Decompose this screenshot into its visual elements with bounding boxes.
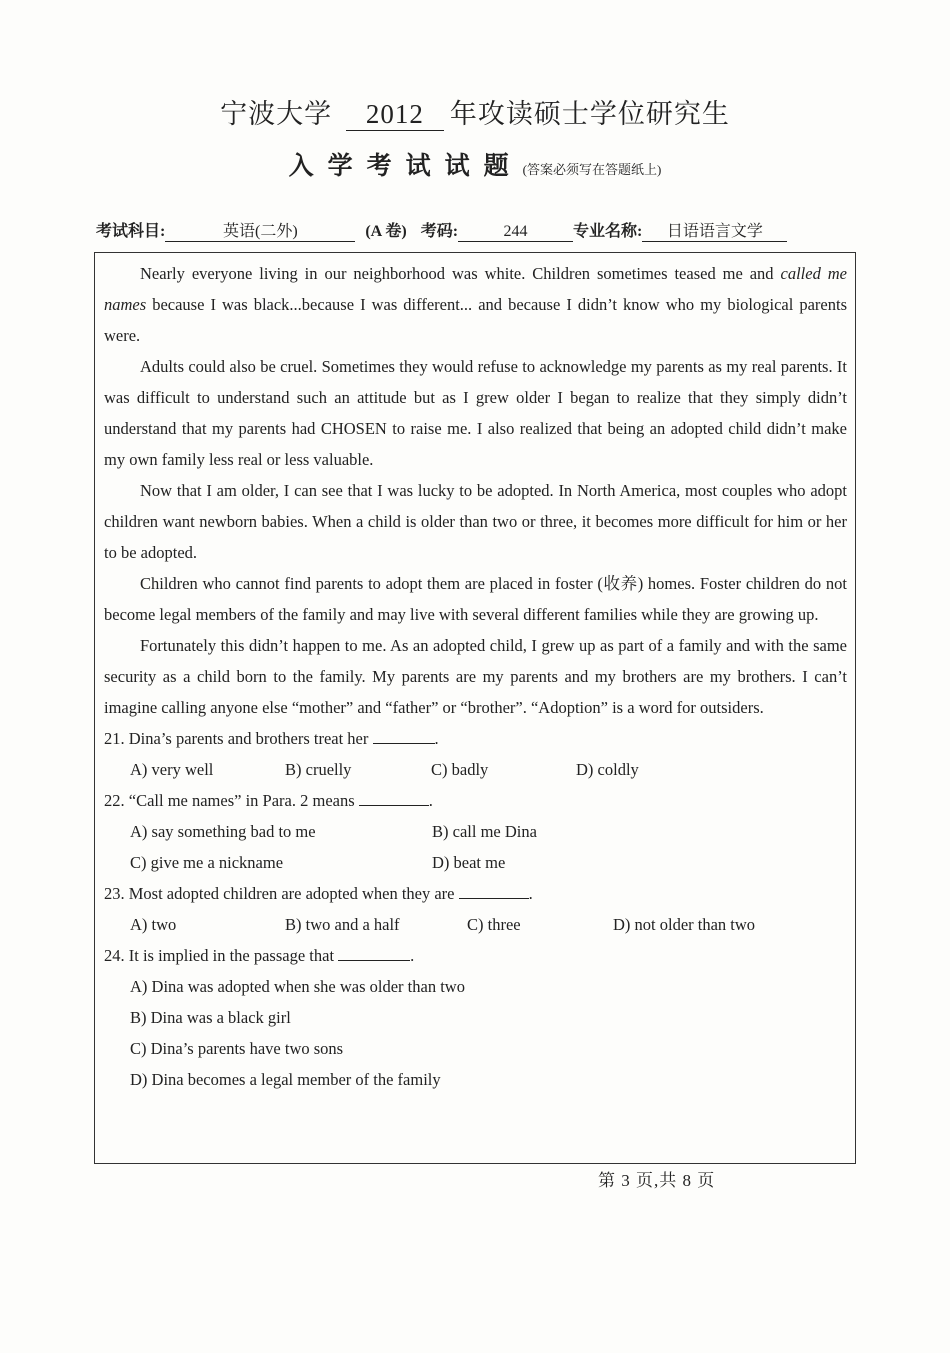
question-24: 24. It is implied in the passage that . [104, 946, 415, 965]
question-21: 21. Dina’s parents and brothers treat her . [104, 729, 439, 748]
question-22-options-row-2 [104, 847, 847, 878]
page-number: 第 3 页,共 8 页 [598, 1171, 716, 1190]
option-d: D) Dina becomes a legal member of the family [130, 1070, 441, 1089]
exam-title-text: 入学考试试题 [288, 153, 523, 180]
italic-phrase: called me names [104, 264, 847, 314]
option-b: B) two and a half [285, 915, 400, 934]
option-a: A) two [130, 915, 177, 934]
question-23-options [104, 909, 847, 940]
university-name: 宁波大学 [220, 99, 333, 129]
question-22: 22. “Call me names” in Para. 2 means . [104, 791, 433, 810]
exam-title [0, 146, 950, 182]
option-b: B) cruelly [285, 760, 352, 779]
option-a: A) very well [130, 760, 214, 779]
option-d: D) beat me [432, 853, 506, 872]
option-a: A) Dina was adopted when she was older than two [130, 977, 465, 996]
answer-blank [338, 948, 410, 961]
question-box [94, 252, 856, 1164]
option-a: A) say something bad to me [130, 822, 316, 841]
option-c: C) give me a nickname [130, 853, 284, 872]
paper-label: (A 卷) [365, 223, 407, 240]
passage-paragraph-1: Nearly everyone living in our neighborhood was white. Children sometimes teased me and called me names because I was black...because I was different... and because I didn’t know who my biological parents were. [104, 264, 847, 345]
option-d: D) not older than two [613, 915, 756, 934]
option-c: C) badly [431, 760, 489, 779]
question-23: 23. Most adopted children are adopted when they are . [104, 884, 533, 903]
major-value: 日语语言文学 [642, 218, 787, 242]
option-d: D) coldly [576, 760, 639, 779]
answer-blank [459, 886, 529, 899]
exam-note: (答案必须写在答题纸上) [522, 162, 662, 177]
option-c: C) Dina’s parents have two sons [130, 1039, 344, 1058]
page-title [0, 92, 950, 131]
subject-label: 考试科目: [96, 223, 166, 240]
passage-paragraph-5: Fortunately this didn’t happen to me. As an adopted child, I grew up as part of a family and with the same security as a child born to the family. My parents are my parents and my brothers are my brothers. I can’t imagine calling anyone else “mother” and “father” or “brother”. “Adoption” is a word for outsiders. [104, 636, 847, 717]
code-value: 244 [458, 223, 573, 242]
option-c: C) three [467, 915, 521, 934]
exam-meta-row [96, 218, 856, 242]
title-rest: 年攻读硕士学位研究生 [449, 99, 730, 129]
subject-value: 英语(二外) [165, 218, 355, 242]
question-21-options [104, 754, 847, 785]
question-22-options-row-1 [104, 816, 847, 847]
passage-paragraph-2: Adults could also be cruel. Sometimes they would refuse to acknowledge my parents as my real parents. It was difficult to understand such an attitude but as I grew older I began to realize that they simply didn’t understand that my parents had CHOSEN to raise me. I also realized that being an adopted child didn’t make my own family less real or less valuable. [104, 357, 847, 469]
passage-paragraph-3: Now that I am older, I can see that I was lucky to be adopted. In North America, most couples who adopt children want newborn babies. When a child is older than two or three, it becomes more difficult for him or her to be adopted. [104, 481, 847, 562]
answer-blank [359, 793, 429, 806]
answer-blank [373, 731, 435, 744]
passage-paragraph-4: Children who cannot find parents to adopt them are placed in foster (收养) homes. Foster children do not become legal members of the family and may live with several different families while they are growing up. [104, 574, 847, 624]
option-b: B) call me Dina [432, 822, 537, 841]
code-label: 考码: [420, 223, 459, 240]
option-b: B) Dina was a black girl [130, 1008, 291, 1027]
exam-year: 2012 [346, 99, 444, 131]
major-label: 专业名称: [573, 223, 643, 240]
